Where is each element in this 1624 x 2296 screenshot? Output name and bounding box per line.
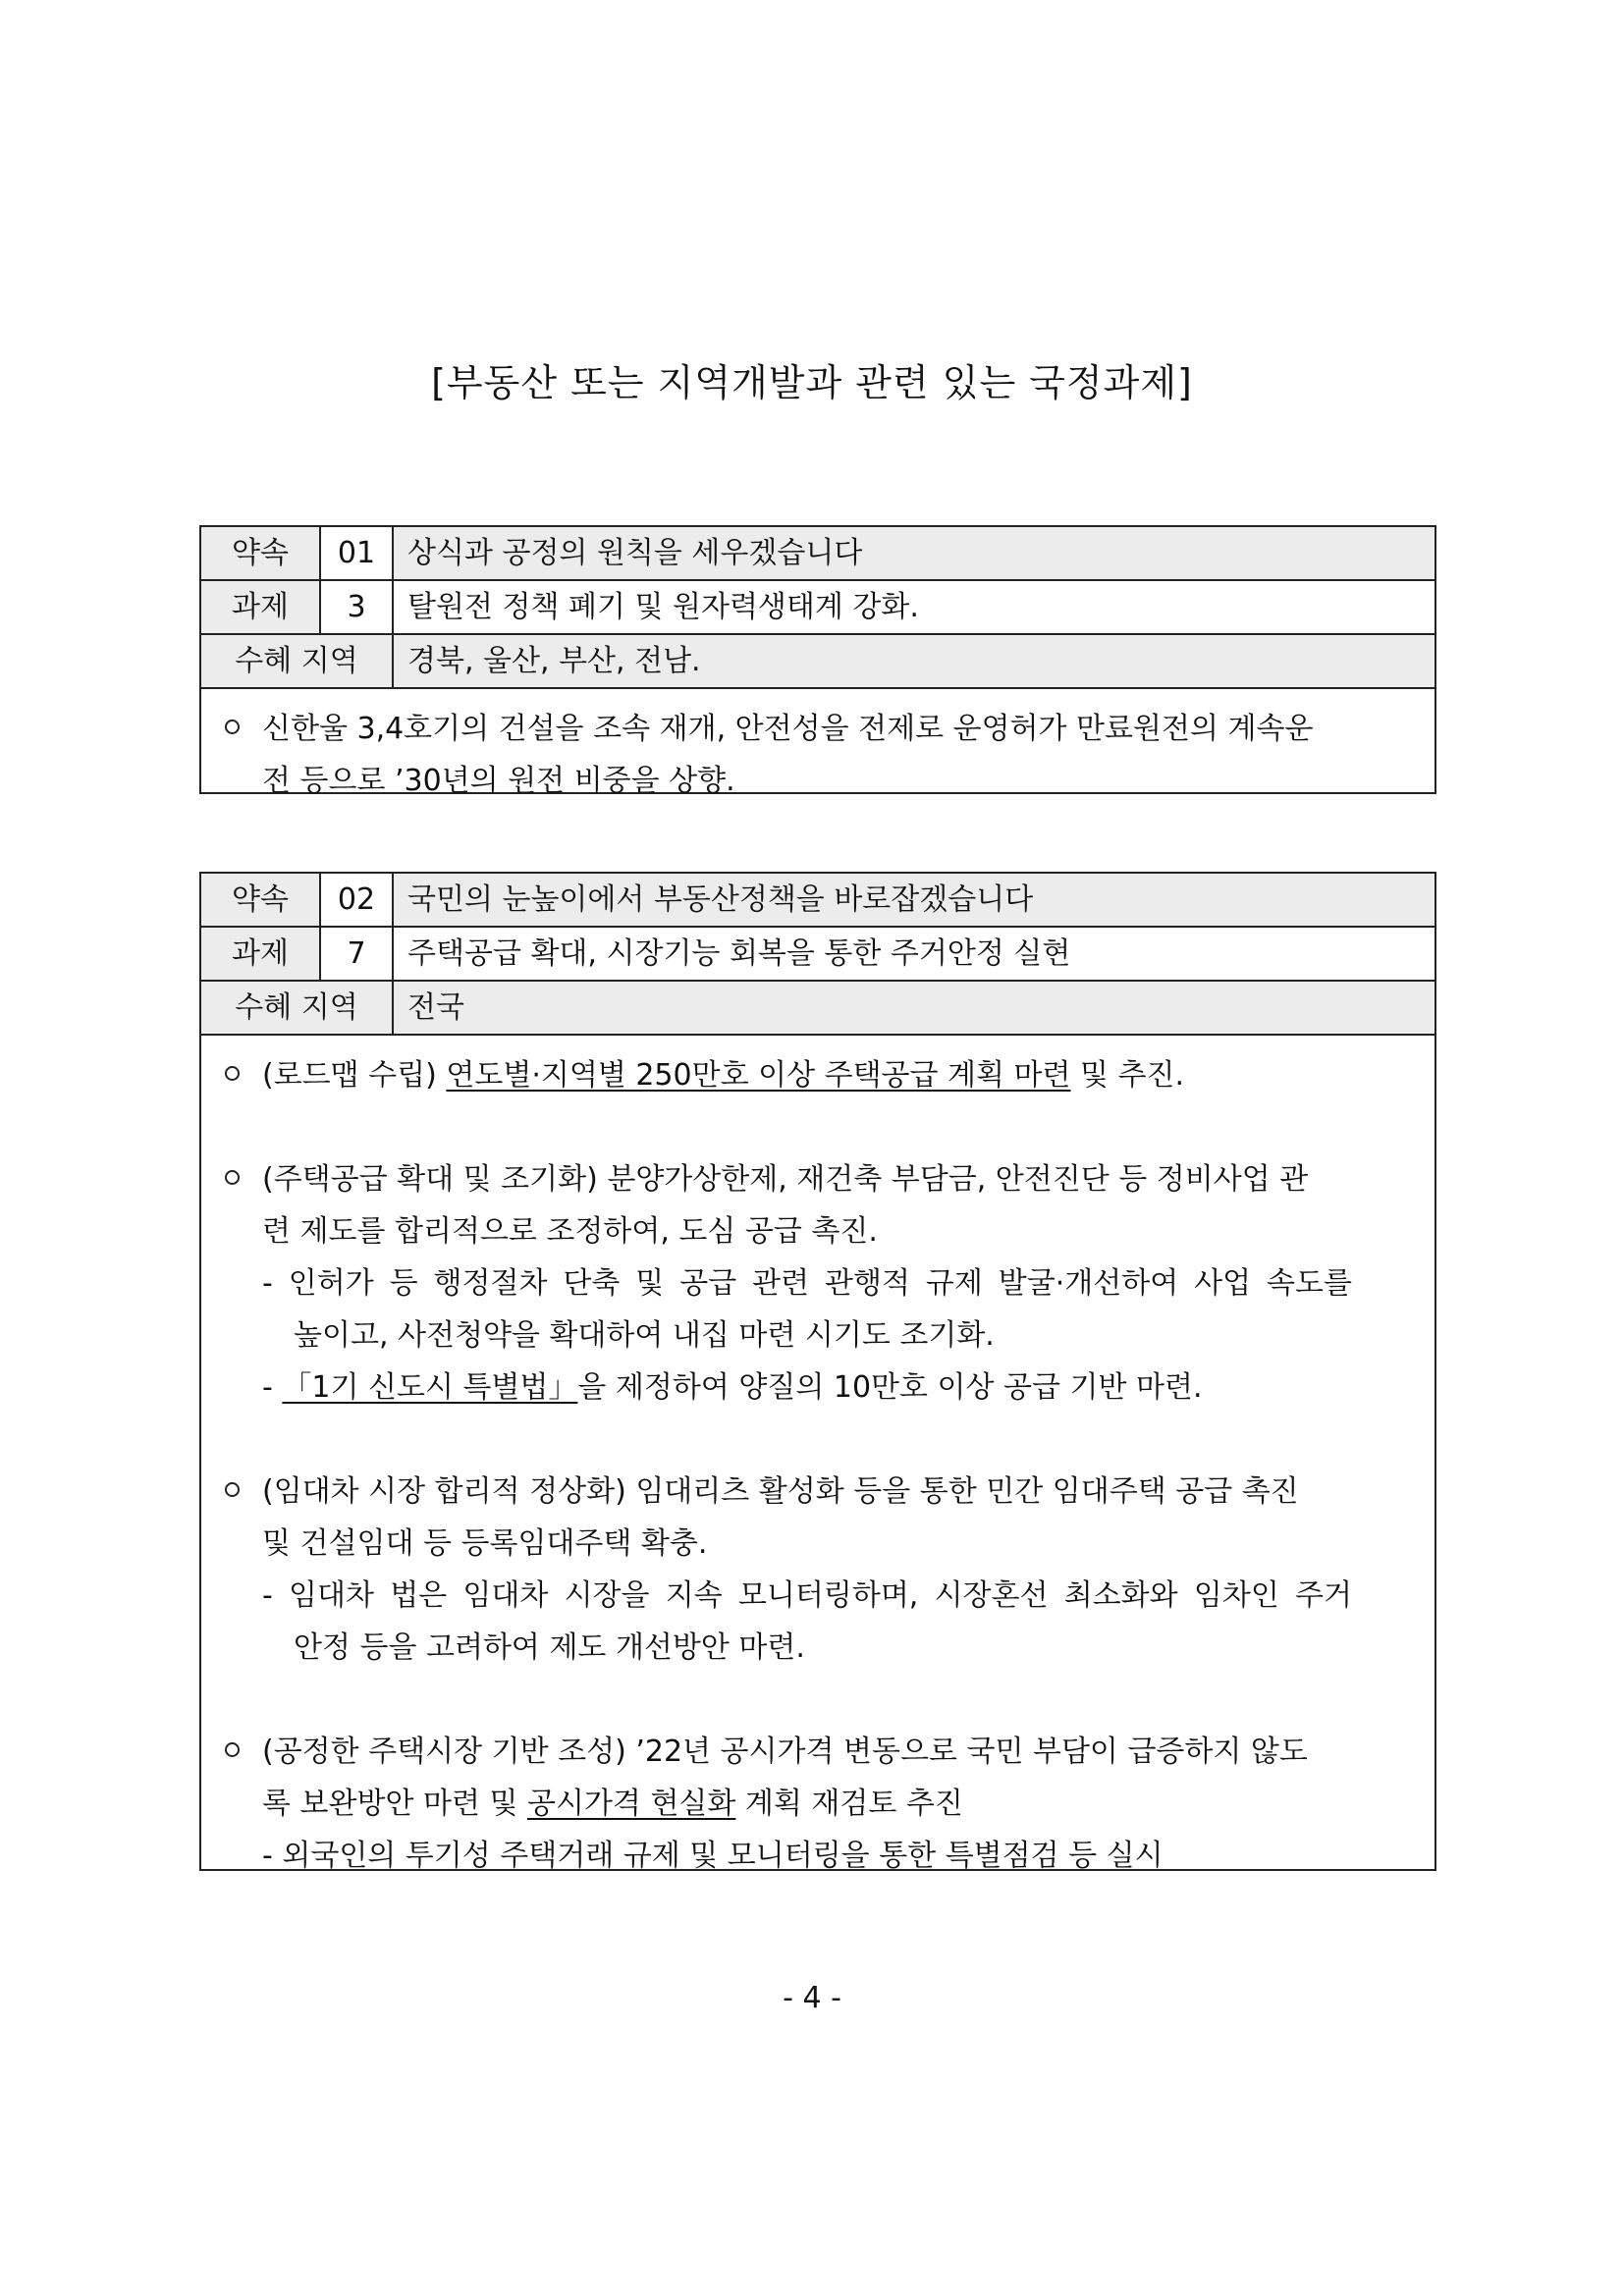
circle-bullet-icon [225,1742,240,1757]
circle-bullet-icon [225,1482,240,1497]
promise-text: 국민의 눈높이에서 부동산정책을 바로잡겠습니다 [394,874,1435,926]
region-label: 수혜 지역 [201,982,394,1034]
sub-item-line: - 인허가 등 행정절차 단축 및 공급 관련 관행적 규제 발굴·개선하여 사업 속도를 [262,1266,1352,1301]
task-label: 과제 [201,581,321,633]
sub-item-line: - 「1기 신도시 특별법」을 제정하여 양질의 10만호 이상 공급 기반 마련. [262,1370,1203,1405]
paragraph-line: 련 제도를 합리적으로 조정하여, 도심 공급 촉진. [262,1214,878,1249]
underlined-text: 연도별·지역별 250만호 이상 주택공급 계획 마련 [446,1058,1071,1093]
region-text: 전국 [394,982,1435,1034]
task-label: 과제 [201,928,321,980]
promise-number: 02 [321,874,394,926]
task-text: 탈원전 정책 폐기 및 원자력생태계 강화. [407,589,919,624]
circle-bullet-icon [225,1066,240,1081]
circle-bullet-icon [225,720,240,734]
sub-item-line: - 임대차 법은 임대차 시장을 지속 모니터링하며, 시장혼선 최소화와 임차인 주거 [262,1578,1352,1613]
underlined-text: 「1기 신도시 특별법」 [282,1370,578,1405]
paragraph-line: 및 건설임대 등 등록임대주택 확충. [262,1526,708,1561]
sub-item-line: - 외국인의 투기성 주택거래 규제 및 모니터링을 통한 특별점검 등 실시 [262,1839,1164,1873]
promise-row [201,527,1435,581]
task-text: 주택공급 확대, 시장기능 회복을 통한 주거안정 실현 [407,935,1071,971]
policy-table-2 [199,872,1436,1871]
region-text: 경북, 울산, 부산, 전남. [394,635,1435,687]
sub-item-line: 높이고, 사전청약을 확대하여 내집 마련 시기도 조기화. [294,1318,995,1353]
task-row [201,928,1435,982]
region-row [201,982,1435,1036]
policy-table-1 [199,525,1436,798]
paragraph-line: (임대차 시장 합리적 정상화) 임대리츠 활성화 등을 통한 민간 임대주택 공급 촉진 [215,1466,1421,1518]
table-body [201,689,1435,807]
circle-bullet-icon [225,1170,240,1185]
promise-text: 상식과 공정의 원칙을 세우겠습니다 [394,527,1435,579]
paragraph-line: 록 보완방안 마련 및 공시가격 현실화 계획 재검토 추진 [262,1787,963,1821]
task-number: 7 [321,928,394,980]
promise-row [201,874,1435,928]
promise-label: 약속 [201,527,321,579]
table-body [201,1036,1435,1882]
paragraph-line: (공정한 주택시장 기반 조성) ’22년 공시가격 변동으로 국민 부담이 급증하지 않도 [215,1726,1421,1778]
paragraph-line: 전 등으로 ’30년의 원전 비중을 상향. [262,764,735,798]
task-row [201,581,1435,635]
paragraph-line: 신한울 3,4호기의 건설을 조속 재개, 안전성을 전제로 운영허가 만료원전의 계속운 [215,703,1421,755]
task-number: 3 [321,581,394,633]
region-label: 수혜 지역 [201,635,394,687]
sub-item-line: 안정 등을 고려하여 제도 개선방안 마련. [294,1630,805,1665]
page-number: - 4 - [783,1981,841,2015]
region-row [201,635,1435,689]
underlined-text: 공시가격 현실화 [526,1787,736,1821]
paragraph-line: (로드맵 수립) 연도별·지역별 250만호 이상 주택공급 계획 마련 및 추진. [215,1049,1421,1101]
promise-label: 약속 [201,874,321,926]
promise-number: 01 [321,527,394,579]
paragraph-line: (주택공급 확대 및 조기화) 분양가상한제, 재건축 부담금, 안전진단 등 정비사업 관 [215,1153,1421,1205]
page-title: [부동산 또는 지역개발과 관련 있는 국정과제] [431,361,1193,404]
